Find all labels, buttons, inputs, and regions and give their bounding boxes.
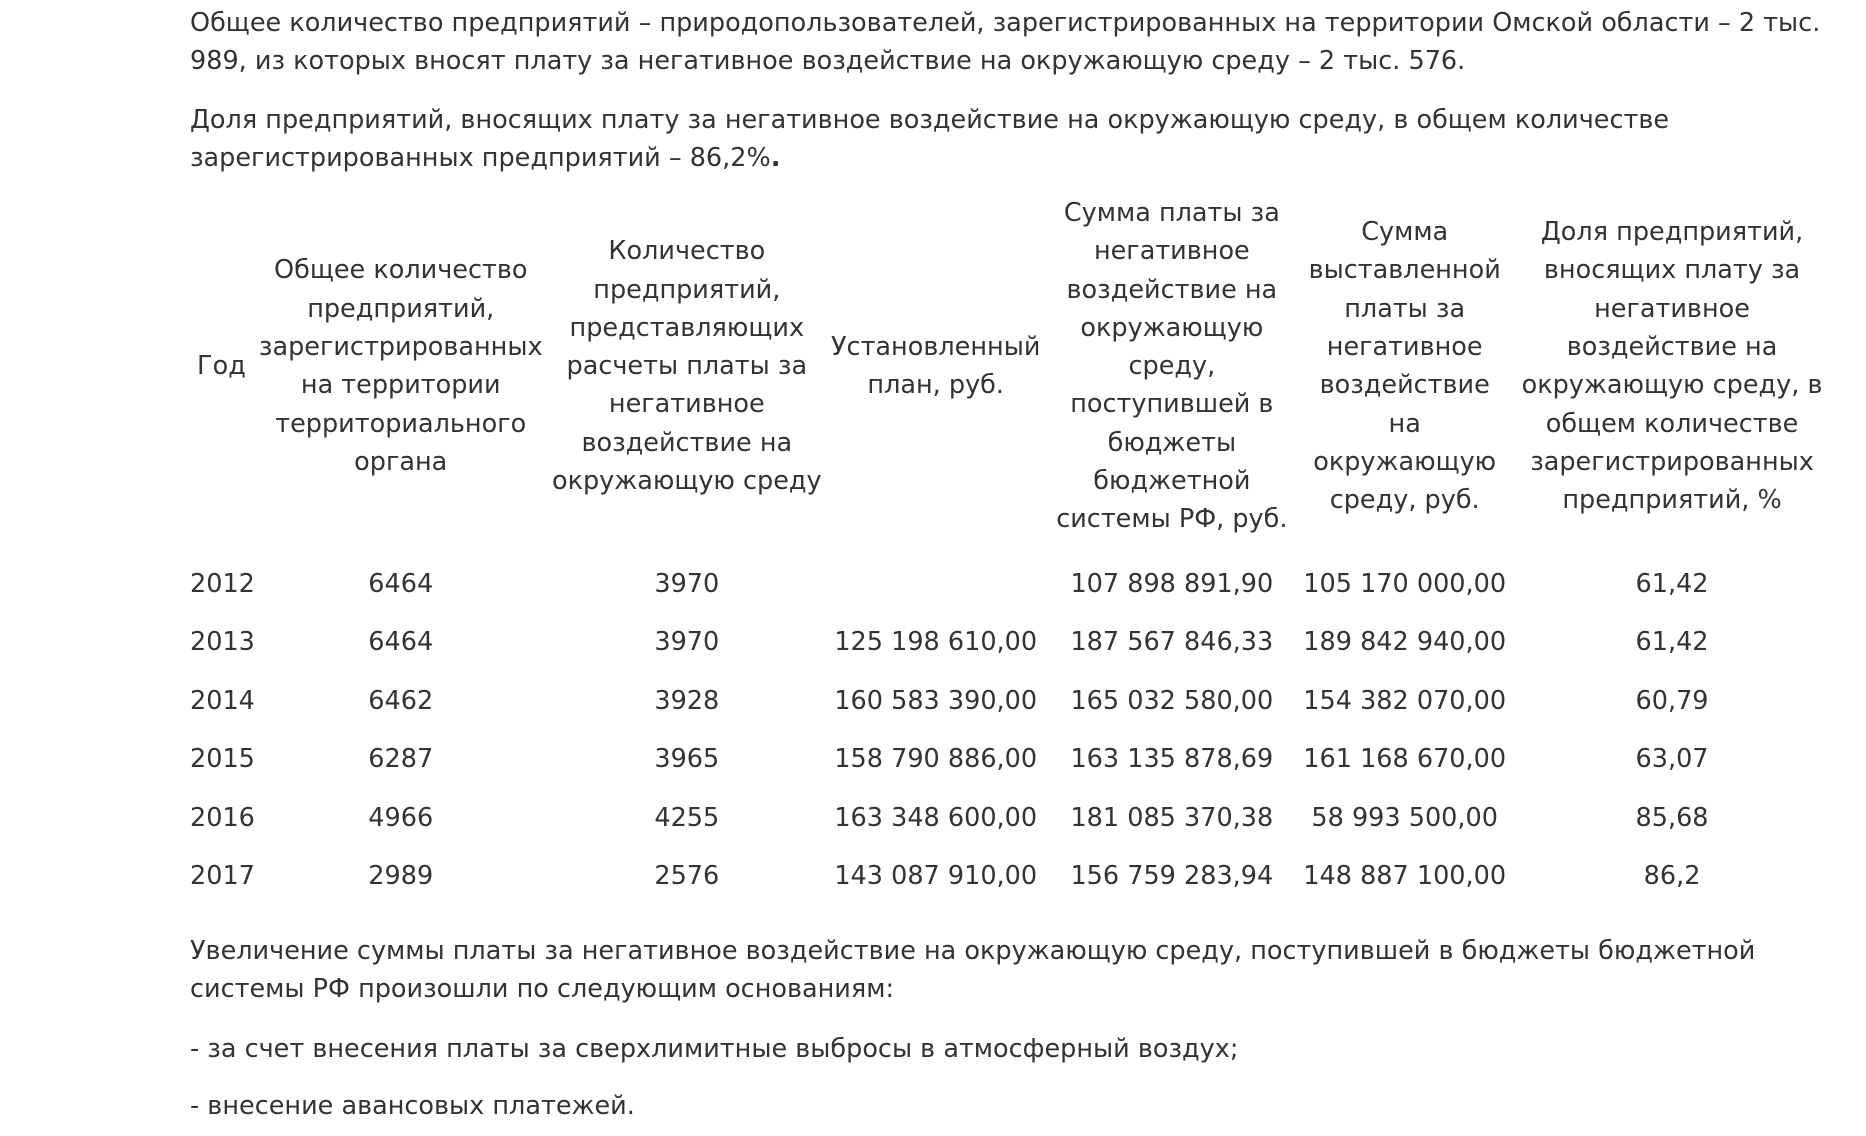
cell-billed: 148 887 100,00: [1303, 861, 1507, 892]
payments-table: [186, 194, 1836, 906]
cell-year: 2014: [190, 685, 255, 716]
header-billed-payment: Сумма выставленной платы за негативное воздействие на окружающую среду, руб.: [1308, 217, 1501, 516]
cell-billed: 161 168 670,00: [1303, 744, 1507, 775]
cell-year: 2017: [190, 861, 255, 892]
table-row: [186, 847, 1836, 906]
cell-year: 2015: [190, 744, 255, 775]
cell-billed: 105 170 000,00: [1303, 568, 1507, 599]
cell-total: 2989: [368, 861, 434, 892]
cell-billed: 189 842 940,00: [1303, 627, 1507, 658]
header-plan: Установленный план, руб.: [831, 332, 1041, 401]
share-text-end: .: [770, 143, 781, 173]
cell-year: 2016: [190, 802, 255, 833]
table-row: [186, 555, 1836, 614]
cell-total: 6462: [368, 685, 434, 716]
header-year: Год: [197, 351, 246, 382]
header-received-payment: Сумма платы за негативное воздействие на окружающую среду, поступившей в бюджеты бюджетной системы РФ, руб.: [1056, 198, 1288, 535]
intro-paragraph-enterprises: Общее количество предприятий – природопользователей, зарегистрированных на территории Омской области – 2 тыс. 989, из которых вносят плату за негативное воздействие на окружающую среду – 2 тыс. 576.: [190, 8, 1821, 76]
conclusion-paragraph: Увеличение суммы платы за негативное воздействие на окружающую среду, поступившей в бюджеты бюджетной системы РФ произошли по следующим основаниям:: [190, 936, 1756, 1004]
reason-item: - внесение авансовых платежей.: [190, 1091, 635, 1121]
table-header-row: [186, 194, 1836, 555]
cell-billed: 58 993 500,00: [1311, 802, 1498, 833]
header-total-enterprises: Общее количество предприятий, зарегистрированных на территории территориального органа: [258, 255, 543, 477]
cell-plan: 160 583 390,00: [834, 685, 1038, 716]
cell-share: 86,2: [1643, 861, 1701, 892]
cell-plan: 125 198 610,00: [834, 627, 1038, 658]
cell-year: 2013: [190, 627, 255, 658]
cell-received: 107 898 891,90: [1070, 568, 1274, 599]
table-row: [186, 672, 1836, 731]
table-row: [186, 613, 1836, 672]
cell-total: 6287: [368, 744, 434, 775]
header-share: Доля предприятий, вносящих плату за негативное воздействие на окружающую среду, в общем количестве зарегистрированных предприятий, %: [1521, 217, 1823, 516]
cell-plan: [829, 555, 1042, 614]
table-row: [186, 789, 1836, 848]
cell-year: 2012: [190, 568, 255, 599]
cell-reporting: 4255: [654, 802, 720, 833]
cell-plan: 143 087 910,00: [834, 861, 1038, 892]
cell-billed: 154 382 070,00: [1303, 685, 1507, 716]
cell-reporting: 3970: [654, 627, 720, 658]
table-row: [186, 730, 1836, 789]
header-reporting-enterprises: Количество предприятий, представляющих расчеты платы за негативное воздействие на окружающую среду: [551, 236, 822, 497]
cell-received: 156 759 283,94: [1070, 861, 1274, 892]
cell-total: 6464: [368, 627, 434, 658]
cell-total: 4966: [368, 802, 434, 833]
cell-share: 60,79: [1635, 685, 1709, 716]
cell-share: 85,68: [1635, 802, 1709, 833]
cell-reporting: 3970: [654, 568, 720, 599]
cell-share: 61,42: [1635, 568, 1709, 599]
cell-plan: 163 348 600,00: [834, 802, 1038, 833]
cell-received: 165 032 580,00: [1070, 685, 1274, 716]
cell-share: 61,42: [1635, 627, 1709, 658]
cell-received: 181 085 370,38: [1070, 802, 1274, 833]
reason-item: - за счет внесения платы за сверхлимитные выбросы в атмосферный воздух;: [190, 1034, 1239, 1064]
cell-received: 187 567 846,33: [1070, 627, 1274, 658]
cell-total: 6464: [368, 568, 434, 599]
share-text: Доля предприятий, вносящих плату за негативное воздействие на окружающую среду, в общем количестве зарегистрированных предприятий – 86,2%: [190, 105, 1670, 173]
cell-reporting: 2576: [654, 861, 720, 892]
cell-reporting: 3965: [654, 744, 720, 775]
cell-plan: 158 790 886,00: [834, 744, 1038, 775]
intro-paragraph-share: [190, 101, 1830, 177]
cell-share: 63,07: [1635, 744, 1709, 775]
cell-received: 163 135 878,69: [1070, 744, 1274, 775]
cell-reporting: 3928: [654, 685, 720, 716]
